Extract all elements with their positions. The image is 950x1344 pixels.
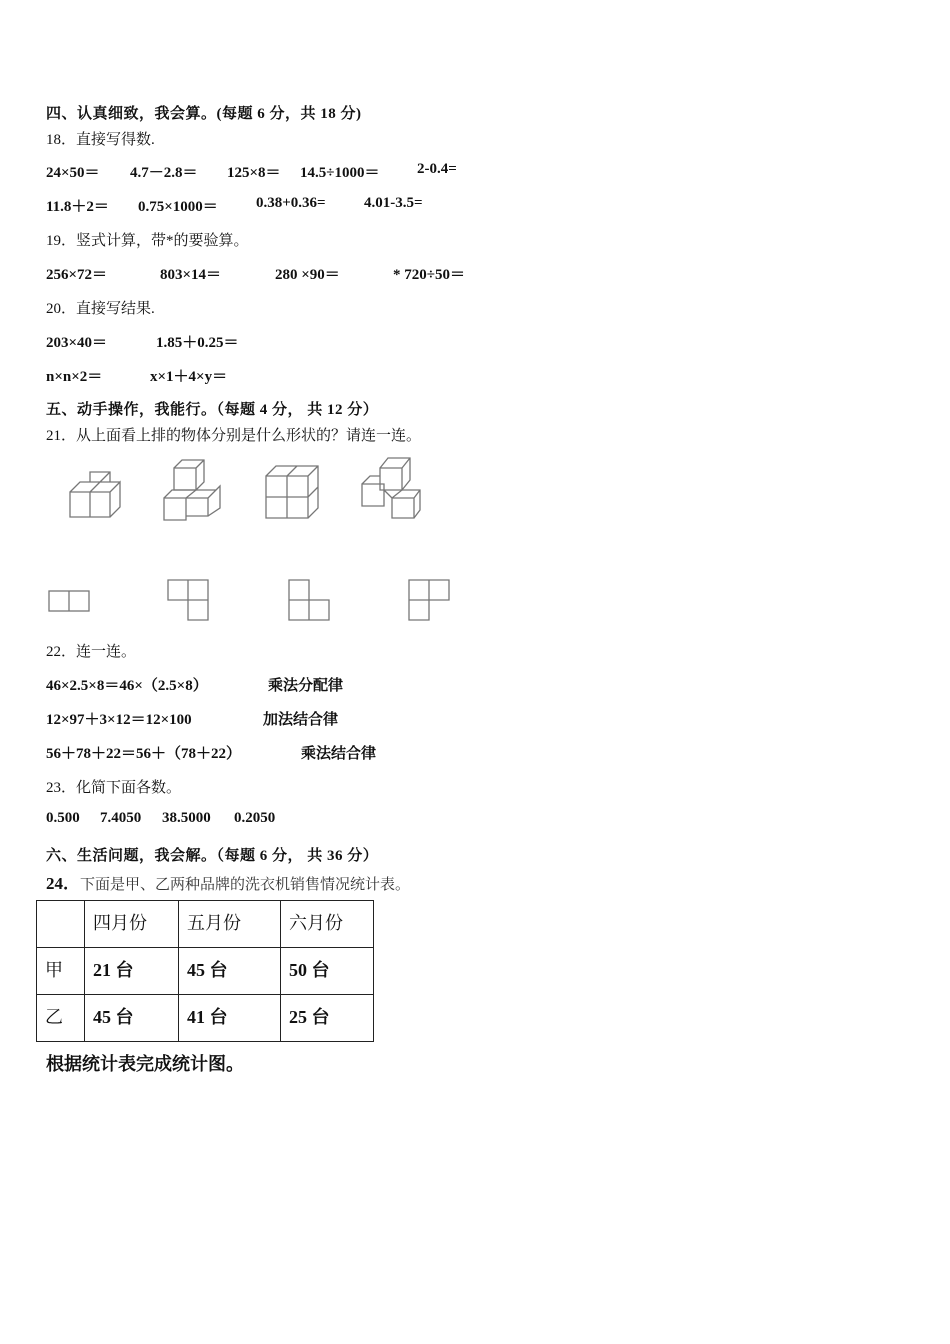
q18-item: 11.8＋2＝: [46, 199, 109, 215]
q19-title: 19．竖式计算，带*的要验算。: [46, 233, 249, 249]
q23-item: 0.2050: [234, 810, 276, 826]
q18-item: 4.7－2.8＝: [130, 165, 198, 181]
q24-instruction: 根据统计表完成统计图。: [46, 1054, 244, 1074]
q22-expr: 12×97＋3×12＝12×100: [46, 712, 192, 728]
q18-item: 0.38+0.36=: [256, 195, 326, 211]
q20-item: n×n×2＝: [46, 369, 103, 385]
cube-figure-2: [160, 460, 226, 524]
q18-item: 125×8＝: [227, 165, 281, 181]
table-cell: 41 台: [179, 995, 281, 1042]
q22-expr: 56＋78＋22＝56＋（78＋22）: [46, 746, 242, 762]
table-header-row: [37, 901, 374, 948]
top-view-1: [48, 590, 90, 612]
cube-figure-4: [356, 454, 428, 522]
q18-title: 18．直接写得数.: [46, 132, 155, 148]
q20-item: 203×40＝: [46, 335, 108, 351]
table-header-cell: 六月份: [281, 901, 374, 948]
table-header-cell: 四月份: [85, 901, 179, 948]
q19-item: * 720÷50＝: [393, 267, 465, 283]
table-header-cell: 五月份: [179, 901, 281, 948]
section5-title: 五、动手操作，我能行。（每题 4 分， 共 12 分）: [46, 402, 379, 418]
table-cell: 25 台: [281, 995, 374, 1042]
sales-table: [36, 900, 374, 1042]
section4-title: 四、认真细致，我会算。(每题 6 分，共 18 分): [46, 106, 362, 122]
cube-figure-3: [260, 462, 324, 522]
q19-item: 803×14＝: [160, 267, 222, 283]
top-view-4: [407, 578, 451, 622]
q24-prompt: [46, 869, 410, 894]
q22-expr: 46×2.5×8＝46×（2.5×8）: [46, 678, 208, 694]
q23-item: 0.500: [46, 810, 80, 826]
q18-item: 0.75×1000＝: [138, 199, 218, 215]
table-cell: 乙: [37, 995, 85, 1042]
table-cell: 甲: [37, 948, 85, 995]
q19-item: 280 ×90＝: [275, 267, 340, 283]
q20-title: 20．直接写结果.: [46, 301, 155, 317]
table-row: [37, 995, 374, 1042]
top-view-2: [166, 578, 210, 622]
q18-item: 2-0.4=: [417, 161, 457, 177]
q22-law: 加法结合律: [263, 712, 339, 728]
q22-law: 乘法结合律: [301, 746, 377, 762]
table-cell: 21 台: [85, 948, 179, 995]
table-cell: 45 台: [85, 995, 179, 1042]
table-header-cell: [37, 901, 85, 948]
q18-item: 14.5÷1000＝: [300, 165, 380, 181]
q23-item: 38.5000: [162, 810, 211, 826]
cube-figure-1: [64, 472, 126, 522]
q23-item: 7.4050: [100, 810, 142, 826]
q22-title: 22．连一连。: [46, 644, 137, 660]
q24-number: 24．: [46, 874, 80, 893]
q20-item: x×1＋4×y＝: [150, 369, 228, 385]
q22-law: 乘法分配律: [268, 678, 344, 694]
q18-item: 4.01-3.5=: [364, 195, 423, 211]
q24-text: 下面是甲、乙两种品牌的洗衣机销售情况统计表。: [80, 877, 411, 893]
q21-title: 21．从上面看上排的物体分别是什么形状的？请连一连。: [46, 428, 422, 444]
table-row: [37, 948, 374, 995]
q19-item: 256×72＝: [46, 267, 108, 283]
section6-title: 六、生活问题，我会解。（每题 6 分， 共 36 分）: [46, 848, 379, 864]
table-cell: 45 台: [179, 948, 281, 995]
q20-item: 1.85＋0.25＝: [156, 335, 239, 351]
top-view-3: [287, 578, 331, 622]
q18-item: 24×50＝: [46, 165, 100, 181]
q23-title: 23．化简下面各数。: [46, 780, 182, 796]
table-cell: 50 台: [281, 948, 374, 995]
